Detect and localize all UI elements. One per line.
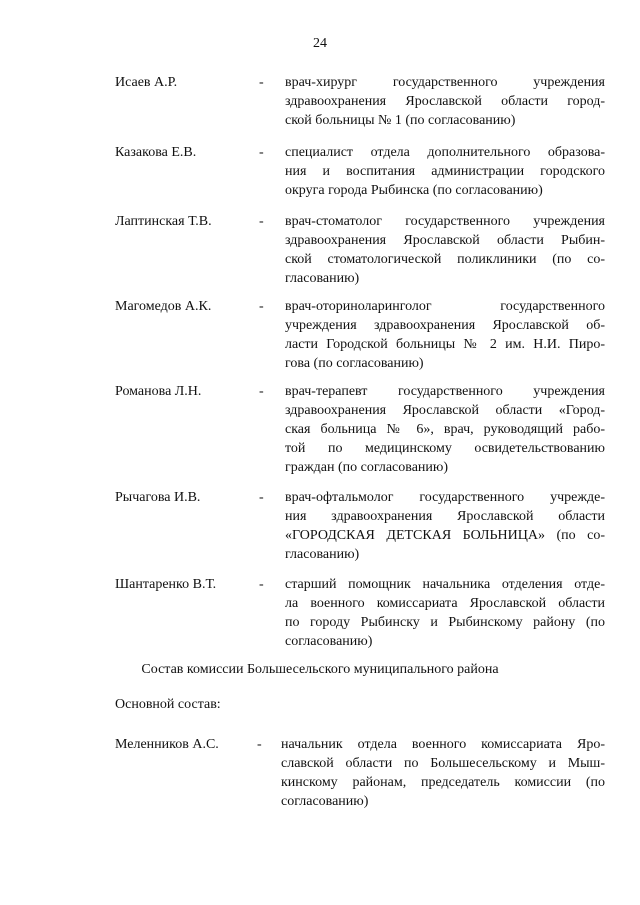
- position-line: ния и воспитания администрации городского: [285, 164, 605, 179]
- position-line: «ГОРОДСКАЯ ДЕТСКАЯ БОЛЬНИЦА» (по со-: [285, 528, 605, 543]
- position-line: врач-офтальмолог государственного учрежде-: [285, 490, 605, 505]
- position-line: округа города Рыбинска (по согласованию): [285, 183, 543, 198]
- position-line: кинскому районам, председатель комиссии (по: [281, 775, 605, 790]
- member-name: Рычагова И.В.: [115, 490, 201, 505]
- member-position: [285, 488, 605, 564]
- member-position: [285, 212, 605, 288]
- position-line: гова (по согласованию): [285, 356, 424, 371]
- member-position: [285, 575, 605, 651]
- position-line: ской стоматологической поликлиники (по со-: [285, 252, 605, 267]
- position-line: здравоохранения Ярославской области «Город-: [285, 403, 605, 418]
- position-line: ская больница № 6», врач, руководящий рабо-: [285, 422, 605, 437]
- separator-dash: -: [259, 577, 264, 592]
- separator-dash: -: [259, 299, 264, 314]
- position-line: граждан (по согласованию): [285, 460, 449, 475]
- separator-dash: -: [259, 384, 264, 399]
- position-line: учреждения здравоохранения Ярославской об-: [285, 318, 605, 333]
- position-line: старший помощник начальника отделения отде-: [285, 577, 605, 592]
- member-position: [285, 73, 605, 130]
- member-position: [285, 143, 605, 200]
- member-position: [285, 382, 605, 477]
- position-line: здравоохранения Ярославской области город-: [285, 94, 605, 109]
- member-name: Меленников А.С.: [115, 737, 219, 752]
- member-name: Лаптинская Т.В.: [115, 214, 212, 229]
- position-line: врач-хирург государственного учреждения: [285, 75, 605, 90]
- position-line: ла военного комиссариата Ярославской области: [285, 596, 605, 611]
- position-line: согласованию): [281, 794, 369, 809]
- position-line: той по медицинскому освидетельствованию: [285, 441, 605, 456]
- position-line: ласти Городской больницы № 2 им. Н.И. Пиро-: [285, 337, 605, 352]
- position-line: гласованию): [285, 271, 360, 286]
- separator-dash: -: [257, 737, 262, 752]
- section-title: Состав комиссии Большесельского муниципального района: [141, 662, 499, 677]
- position-line: ния здравоохранения Ярославской области: [285, 509, 605, 524]
- page-number: 24: [313, 36, 327, 51]
- member-name: Романова Л.Н.: [115, 384, 202, 399]
- position-line: здравоохранения Ярославской области Рыбин-: [285, 233, 605, 248]
- position-line: начальник отдела военного комиссариата Яро-: [281, 737, 605, 752]
- member-name: Магомедов А.К.: [115, 299, 212, 314]
- position-line: специалист отдела дополнительного образова-: [285, 145, 605, 160]
- position-line: по городу Рыбинску и Рыбинскому району (по: [285, 615, 605, 630]
- separator-dash: -: [259, 75, 264, 90]
- position-line: врач-оториноларинголог государственного: [285, 299, 605, 314]
- separator-dash: -: [259, 145, 264, 160]
- member-name: Исаев А.Р.: [115, 75, 178, 90]
- member-name: Казакова Е.В.: [115, 145, 197, 160]
- member-name: Шантаренко В.Т.: [115, 577, 217, 592]
- section-subtitle: Основной состав:: [115, 697, 221, 712]
- position-line: гласованию): [285, 547, 360, 562]
- separator-dash: -: [259, 214, 264, 229]
- position-line: согласованию): [285, 634, 373, 649]
- position-line: ской больницы № 1 (по согласованию): [285, 113, 516, 128]
- separator-dash: -: [259, 490, 264, 505]
- position-line: славской области по Большесельскому и Мыш-: [281, 756, 605, 771]
- member-position: [281, 735, 605, 811]
- member-position: [285, 297, 605, 373]
- position-line: врач-стоматолог государственного учреждения: [285, 214, 605, 229]
- position-line: врач-терапевт государственного учреждения: [285, 384, 605, 399]
